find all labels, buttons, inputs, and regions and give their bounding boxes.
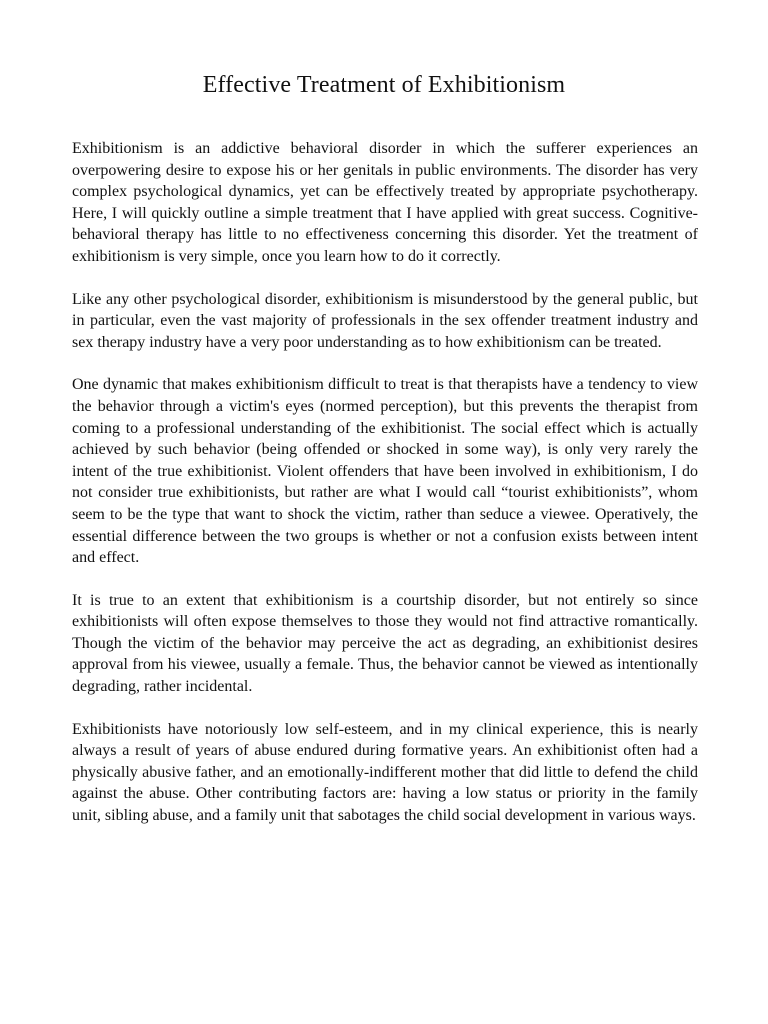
paragraph-5: Exhibitionists have notoriously low self-esteem, and in my clinical experience, this is nearly always a result of years of abuse endured during formative years. An exhibitionist often had a physically abusive father, and an emotionally-indifferent mother that did little to defend the child against the abuse. Other contributing factors are: having a low status or priority in the family unit, sibling abuse, and a family unit that sabotages the child social development in various ways. xyxy=(72,720,698,825)
paragraph-1: Exhibitionism is an addictive behavioral disorder in which the sufferer experiences an overpowering desire to expose his or her genitals in public environments. The disorder has very complex psychological dynamics, yet can be effectively treated by appropriate psychotherapy. Here, I will quickly outline a simple treatment that I have applied with great success. Cognitive-behavioral therapy has little to no effectiveness concerning this disorder. Yet the treatment of exhibitionism is very simple, once you learn how to do it correctly. xyxy=(72,140,698,265)
paragraph-3: One dynamic that makes exhibitionism difficult to treat is that therapists have a tendency to view the behavior through a victim's eyes (normed perception), but this prevents the therapist from coming to a professional understanding of the exhibitionist. The social effect which is actually achieved by such behavior (being offended or shocked in some way), is only very rarely the intent of the true exhibitionist. Violent offenders that have been involved in exhibitionism, I do not consider true exhibitionists, but rather are what I would call “tourist exhibitionists”, whom seem to be the type that want to shock the victim, rather than seduce a viewee. Operatively, the essential difference between the two groups is whether or not a confusion exists between intent and effect. xyxy=(72,376,698,567)
paragraph-4: It is true to an extent that exhibitionism is a courtship disorder, but not entirely so since exhibitionists will often expose themselves to those they would not find attractive romantically. Though the victim of the behavior may perceive the act as degrading, an exhibitionist desires approval from his viewee, usually a female. Thus, the behavior cannot be viewed as intentionally degrading, rather incidental. xyxy=(72,591,698,696)
document-body xyxy=(72,138,698,848)
document-title: Effective Treatment of Exhibitionism xyxy=(202,72,566,98)
paragraph-2: Like any other psychological disorder, exhibitionism is misunderstood by the general public, but in particular, even the vast majority of professionals in the sex offender treatment industry and sex therapy industry have a very poor understanding as to how exhibitionism can be treated. xyxy=(72,290,698,351)
